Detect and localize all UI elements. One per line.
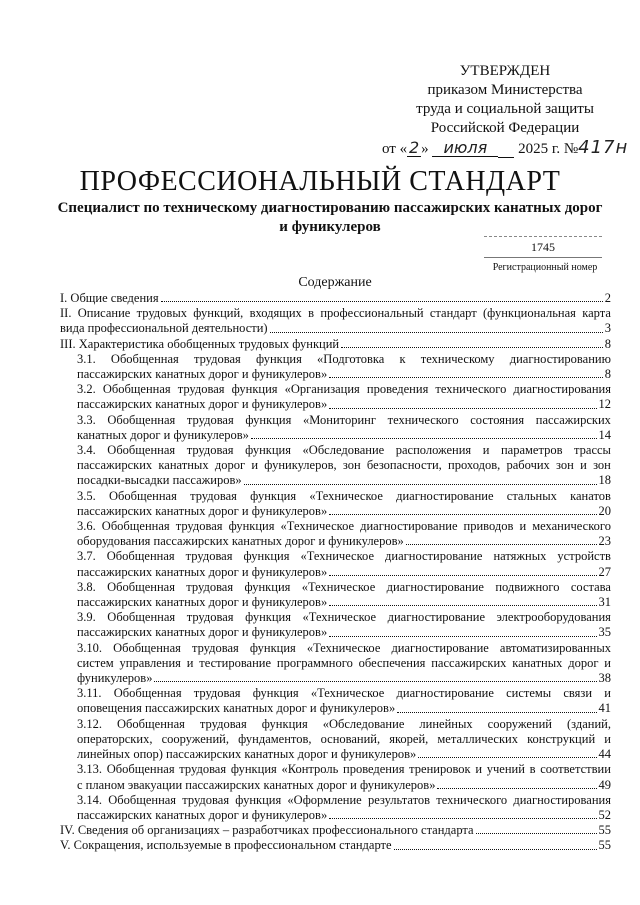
toc-word: 3.6.: [77, 519, 96, 534]
toc-dot-leader: [329, 817, 596, 819]
toc-word: и: [519, 519, 527, 534]
registration-number-box: [484, 236, 602, 258]
toc-word: диагностирование: [396, 686, 494, 701]
toc-dot-leader: [406, 543, 597, 545]
toc-entry: [60, 352, 611, 382]
toc-entry: [60, 443, 611, 489]
toc-dot-leader: [329, 635, 596, 637]
table-of-contents: [60, 291, 611, 854]
toc-word: 3.5.: [77, 488, 96, 503]
toc-page-number: 18: [598, 473, 611, 488]
toc-entry-text: пассажирских канатных дорог и фуникулеров»: [77, 367, 328, 382]
toc-word: результатов: [367, 792, 431, 807]
toc-entry-text: фуникулеров»: [77, 671, 153, 686]
toc-entry-last-line: [77, 701, 611, 716]
toc-word: Обобщенная: [106, 762, 175, 777]
toc-word: и: [251, 458, 259, 473]
toc-page-number: 55: [598, 838, 611, 853]
toc-word: в: [529, 762, 536, 777]
toc-word: и: [580, 458, 587, 473]
toc-word: управления: [119, 655, 181, 670]
toc-word: соответствии: [540, 762, 611, 777]
toc-word: Обобщенная: [108, 792, 177, 807]
toc-entry-text-line: [77, 762, 611, 777]
toc-word: (зданий,: [566, 716, 611, 731]
toc-entry: [60, 549, 611, 579]
toc-entry-text: пассажирских канатных дорог и фуникулеров»: [77, 807, 328, 822]
toc-entry: [60, 717, 611, 763]
toc-word: фундаментов,: [238, 731, 312, 746]
toc-word: функция: [230, 762, 277, 777]
toc-word: диагностирования: [513, 792, 611, 807]
toc-word: к: [399, 351, 406, 366]
toc-word: технического: [387, 412, 459, 427]
toc-dot-leader: [244, 483, 597, 485]
toc-word: Обобщенная: [107, 610, 176, 625]
toc-page-number: 12: [598, 397, 611, 412]
toc-word: 3.13.: [77, 762, 102, 777]
approval-title: УТВЕРЖДЕН: [459, 63, 551, 79]
toc-word: трудовая: [191, 640, 239, 655]
toc-word: диагностирования: [513, 382, 611, 397]
toc-entry-text: V. Сокращения, используемые в профессиональном стандарте: [60, 838, 392, 853]
toc-page-number: 44: [598, 747, 611, 762]
toc-word: учений: [486, 762, 525, 777]
toc-word: трудовая: [186, 610, 234, 625]
toc-word: подвижного: [495, 579, 560, 594]
toc-word: «Техническое: [280, 519, 355, 534]
toc-entry-text: вида профессиональной деятельности): [60, 321, 268, 336]
toc-word: и: [475, 762, 483, 777]
toc-word: 3.9.: [77, 610, 96, 625]
toc-word: устройств: [557, 549, 611, 564]
toc-dot-leader: [418, 756, 596, 758]
toc-page-number: 31: [598, 595, 611, 610]
toc-entry: [60, 337, 611, 352]
toc-word: трудовая: [186, 443, 234, 458]
toc-word: Обобщенная: [113, 640, 181, 655]
toc-entry-text: пассажирских канатных дорог и фуникулеров»: [77, 625, 328, 640]
toc-word: и: [186, 655, 194, 670]
toc-dot-leader: [329, 604, 596, 606]
toc-word: функция: [231, 382, 278, 397]
approval-line-ministry: приказом Министерства: [427, 82, 583, 98]
toc-entry-last-line: [77, 367, 611, 382]
toc-word: «Контроль: [281, 762, 339, 777]
toc-word: трудовая: [193, 686, 241, 701]
toc-dot-leader: [437, 787, 596, 789]
toc-word: Обобщенная: [106, 549, 175, 564]
toc-word: канатных: [158, 458, 209, 473]
toc-word: фуникулеров,: [264, 458, 337, 473]
toc-entry-last-line: [77, 428, 611, 443]
toc-word: обеспечения: [358, 655, 426, 670]
toc-word: функция: [245, 610, 291, 625]
toc-entry: [60, 838, 611, 853]
toc-word: функция: [245, 443, 291, 458]
toc-word: в: [308, 306, 315, 321]
toc-word: сооружений: [487, 716, 552, 731]
toc-entry-last-line: [60, 337, 611, 352]
toc-entry-text: посадки-высадки пассажиров»: [77, 473, 242, 488]
toc-word: дорог: [568, 655, 599, 670]
toc-word: диагностированию: [509, 351, 611, 366]
toc-word: функций,: [193, 306, 244, 321]
toc-dot-leader: [329, 376, 603, 378]
toc-word: электрооборудования: [496, 610, 611, 625]
toc-entry-text: канатных дорог и фуникулеров»: [77, 427, 249, 442]
toc-entry-last-line: [77, 778, 611, 793]
toc-entry-text-line: [77, 793, 611, 808]
toc-word: Обобщенная: [101, 519, 170, 534]
toc-word: функция: [245, 412, 292, 427]
toc-entry-last-line: [77, 625, 611, 640]
toc-word: линейных: [419, 716, 473, 731]
document-title: ПРОФЕССИОНАЛЬНЫЙ СТАНДАРТ: [79, 166, 561, 197]
registration-label: Регистрационный номер: [492, 262, 598, 273]
toc-word: «Обследование: [302, 443, 385, 458]
toc-word: пассажирских: [77, 458, 153, 473]
toc-entry-text: оповещения пассажирских канатных дорог и фуникулеров»: [77, 701, 396, 716]
toc-entry: [60, 519, 611, 549]
toc-entry: [60, 580, 611, 610]
toc-word: трудовая: [175, 519, 223, 534]
toc-word: 3.7.: [77, 549, 96, 564]
toc-entry: [60, 762, 611, 792]
toc-word: «Оформление: [287, 792, 362, 807]
toc-entry-text-line: [77, 489, 611, 504]
toc-word: и: [604, 686, 611, 701]
toc-word: расположения: [395, 443, 472, 458]
toc-page-number: 14: [598, 427, 611, 442]
toc-entry-text: пассажирских канатных дорог и фуникулеров»: [77, 595, 328, 610]
toc-entry: [60, 823, 611, 838]
toc-word: связи: [563, 686, 593, 701]
toc-word: «Техническое: [310, 686, 385, 701]
toc-word: трудовая: [186, 579, 234, 594]
toc-word: трассы: [574, 443, 611, 458]
subtitle-line-1: Специалист по техническому диагностированию пассажирских канатных дорог: [57, 200, 603, 216]
toc-dot-leader: [161, 300, 603, 302]
toc-word: Обобщенная: [109, 488, 177, 503]
toc-word: «Техническое: [302, 610, 377, 625]
toc-word: «Техническое: [301, 579, 376, 594]
toc-word: 3.12.: [77, 716, 102, 731]
toc-entry-text-line: [77, 458, 611, 473]
toc-word: Обобщенная: [107, 412, 176, 427]
toc-word: техническому: [420, 351, 495, 366]
toc-word: трудовых: [136, 306, 187, 321]
toc-word: диагностирование: [391, 640, 489, 655]
toc-word: трудовая: [185, 549, 233, 564]
toc-word: диагностирование: [360, 519, 458, 534]
toc-word: программного: [276, 655, 353, 670]
toc-entry: [60, 641, 611, 687]
subtitle-line-2: и фуникулеров: [279, 219, 381, 235]
toc-word: операторских,: [77, 731, 153, 746]
toc-word: «Обследование: [322, 716, 405, 731]
toc-word: диагностирование: [387, 610, 485, 625]
toc-dot-leader: [329, 513, 596, 515]
toc-word: функция: [235, 792, 282, 807]
toc-word: и: [482, 443, 490, 458]
toc-entry-last-line: [77, 671, 611, 686]
toc-dot-leader: [270, 331, 603, 333]
toc-page-number: 8: [604, 336, 611, 351]
toc-page-number: 41: [598, 701, 611, 716]
toc-word: «Организация: [284, 382, 360, 397]
toc-dot-leader: [476, 832, 597, 834]
toc-word: параметров: [500, 443, 563, 458]
toc-word: и: [604, 731, 611, 746]
toc-entry-last-line: [77, 808, 611, 823]
approval-line-labor: труда и социальной защиты: [416, 101, 594, 117]
toc-dot-leader: [154, 680, 596, 682]
toc-dot-leader: [251, 437, 597, 439]
date-separator: »: [421, 141, 429, 157]
toc-word: зон: [342, 458, 361, 473]
toc-entry-text: пассажирских канатных дорог и фуникулеров»: [77, 503, 328, 518]
toc-dot-leader: [397, 711, 596, 713]
toc-entry-text-line: [77, 580, 611, 595]
toc-heading: Содержание: [298, 275, 372, 290]
toc-entry-last-line: [77, 397, 611, 412]
registration-number: 1745: [531, 240, 555, 254]
toc-word: дорог: [214, 458, 246, 473]
toc-entry-text: оборудования пассажирских канатных дорог и фуникулеров»: [77, 534, 404, 549]
toc-word: «Техническое: [306, 640, 381, 655]
toc-word: зон: [593, 458, 611, 473]
toc-word: трудовая: [190, 488, 237, 503]
toc-word: автоматизированных: [499, 640, 611, 655]
toc-word: трудовая: [177, 382, 225, 397]
date-month: июля: [432, 140, 498, 157]
toc-word: конструкций: [527, 731, 596, 746]
toc-word: проходов,: [448, 458, 501, 473]
toc-word: (функциональная: [483, 306, 576, 321]
toc-word: технического: [435, 382, 507, 397]
toc-dot-leader: [329, 574, 596, 576]
toc-word: стандарт: [429, 306, 477, 321]
toc-word: и: [604, 655, 611, 670]
toc-word: функция: [244, 579, 291, 594]
toc-page-number: 23: [598, 534, 611, 549]
toc-word: механического: [532, 519, 611, 534]
toc-word: II.: [60, 306, 72, 321]
approval-block: [380, 62, 630, 159]
toc-word: Обобщенная: [117, 716, 185, 731]
toc-entry-last-line: [77, 504, 611, 519]
toc-entry: [60, 489, 611, 519]
toc-word: трудовая: [199, 716, 247, 731]
toc-word: натяжных: [493, 549, 547, 564]
toc-entry-text-line: [77, 641, 611, 656]
toc-entry-last-line: [60, 291, 611, 306]
toc-word: 3.1.: [77, 351, 96, 366]
toc-entry-text: IV. Сведения об организациях – разработчиках профессионального стандарта: [60, 823, 474, 838]
toc-word: зон: [556, 458, 574, 473]
toc-word: функция: [255, 351, 302, 366]
toc-word: Обобщенная: [113, 686, 182, 701]
toc-page-number: 35: [598, 625, 611, 640]
toc-entry-text-line: [77, 549, 611, 564]
toc-word: 3.11.: [77, 686, 102, 701]
toc-word: 3.3.: [77, 412, 96, 427]
toc-word: диагностирование: [385, 549, 483, 564]
toc-entry-text: пассажирских канатных дорог и фуникулеров»: [77, 564, 328, 579]
toc-word: трудовая: [186, 412, 234, 427]
toc-word: профессиональный: [320, 306, 424, 321]
toc-word: «Подготовка: [317, 351, 385, 366]
toc-word: 3.2.: [77, 382, 96, 397]
toc-page-number: 20: [598, 503, 611, 518]
toc-word: рабочих: [506, 458, 550, 473]
toc-entry-text-line: [77, 519, 611, 534]
date-prefix: от «: [382, 141, 408, 157]
toc-word: карта: [582, 306, 611, 321]
toc-word: приводов: [463, 519, 514, 534]
toc-entry: [60, 610, 611, 640]
toc-page-number: 55: [598, 823, 611, 838]
toc-word: системы: [506, 686, 552, 701]
toc-entry-last-line: [77, 534, 611, 549]
toc-word: функция: [252, 686, 299, 701]
toc-entry-text-line: [60, 306, 611, 321]
toc-word: безопасности,: [366, 458, 442, 473]
toc-entry-last-line: [77, 747, 611, 762]
toc-word: диагностирование: [386, 579, 484, 594]
toc-word: оснований,: [320, 731, 381, 746]
toc-entry-text-line: [77, 686, 611, 701]
toc-word: пассажирских: [431, 655, 507, 670]
toc-word: Обобщенная: [110, 351, 179, 366]
toc-entry-last-line: [60, 838, 611, 853]
toc-word: диагностирование: [396, 488, 494, 503]
toc-entry-text: с планом эвакуации пассажирских канатных дорог и фуникулеров»: [77, 777, 436, 792]
date-day: 2: [409, 138, 420, 157]
toc-word: трудовая: [179, 762, 227, 777]
toc-word: состояния: [470, 412, 525, 427]
toc-word: тренировок: [409, 762, 471, 777]
toc-entry: [60, 306, 611, 336]
approval-line-federation: Российской Федерации: [430, 120, 580, 136]
toc-word: «Мониторинг: [302, 412, 376, 427]
toc-word: канатных: [512, 655, 563, 670]
toc-word: входящих: [249, 306, 302, 321]
toc-page-number: 3: [604, 321, 611, 336]
date-year: 2025 г. №: [518, 141, 579, 157]
toc-word: Описание: [77, 306, 131, 321]
toc-entry-last-line: [77, 565, 611, 580]
toc-page-number: 49: [598, 777, 611, 792]
toc-entry-text-line: [77, 352, 611, 367]
toc-entry: [60, 793, 611, 823]
toc-word: Обобщенная: [107, 579, 175, 594]
toc-word: технического: [436, 792, 508, 807]
toc-word: металлических: [437, 731, 518, 746]
toc-entry-text-line: [77, 732, 611, 747]
toc-word: 3.10.: [77, 640, 102, 655]
toc-entry-text: пассажирских канатных дорог и фуникулеров»: [77, 397, 328, 412]
toc-word: 3.14.: [77, 792, 102, 807]
toc-page-number: 2: [604, 291, 611, 305]
toc-word: Обобщенная: [102, 382, 171, 397]
toc-word: состава: [570, 579, 611, 594]
toc-dot-leader: [329, 407, 596, 409]
toc-word: функция: [250, 488, 297, 503]
toc-word: трудовая: [182, 792, 230, 807]
date-underline-gap: [498, 141, 514, 158]
toc-word: 3.4.: [77, 443, 96, 458]
toc-word: функция: [228, 519, 275, 534]
toc-entry-text-line: [77, 656, 611, 671]
toc-dot-leader: [341, 346, 603, 348]
toc-word: «Техническое: [309, 488, 383, 503]
toc-word: 3.8.: [77, 579, 96, 594]
toc-word: Обобщенная: [107, 443, 176, 458]
toc-entry: [60, 291, 611, 306]
toc-word: стальных: [506, 488, 557, 503]
toc-word: сооружений,: [161, 731, 229, 746]
toc-page-number: 8: [604, 367, 611, 382]
toc-entry-last-line: [60, 823, 611, 838]
toc-word: проведения: [366, 382, 429, 397]
toc-entry-text-line: [77, 413, 611, 428]
toc-word: пассажирских: [535, 412, 611, 427]
toc-entry: [60, 413, 611, 443]
toc-entry: [60, 686, 611, 716]
toc-entry-text-line: [77, 717, 611, 732]
toc-word: тестирование: [199, 655, 272, 670]
approval-date-line: [380, 138, 630, 159]
toc-entry-last-line: [77, 473, 611, 488]
toc-entry-text-line: [77, 443, 611, 458]
toc-word: проведения: [343, 762, 405, 777]
toc-word: функция: [249, 640, 296, 655]
toc-page-number: 38: [598, 671, 611, 686]
toc-entry-last-line: [77, 595, 611, 610]
order-number: 417н: [578, 137, 629, 158]
toc-entry-text: III. Характеристика обобщенных трудовых функций: [60, 336, 340, 351]
toc-word: систем: [77, 655, 114, 670]
toc-dot-leader: [394, 848, 597, 850]
toc-word: канатов: [570, 488, 611, 503]
document-subtitle: [50, 199, 610, 237]
toc-entry-text: I. Общие сведения: [60, 291, 159, 305]
toc-word: функция: [261, 716, 308, 731]
toc-entry-last-line: [60, 321, 611, 336]
toc-word: «Техническое: [300, 549, 374, 564]
toc-word: функция: [243, 549, 290, 564]
toc-entry-text: линейных опор) пассажирских канатных дорог и фуникулеров»: [77, 747, 417, 762]
toc-entry-text-line: [77, 382, 611, 397]
toc-word: якорей,: [389, 731, 429, 746]
toc-page-number: 27: [598, 564, 611, 579]
toc-entry: [60, 382, 611, 412]
toc-entry-text-line: [77, 610, 611, 625]
toc-page-number: 52: [598, 807, 611, 822]
toc-word: трудовая: [193, 351, 241, 366]
